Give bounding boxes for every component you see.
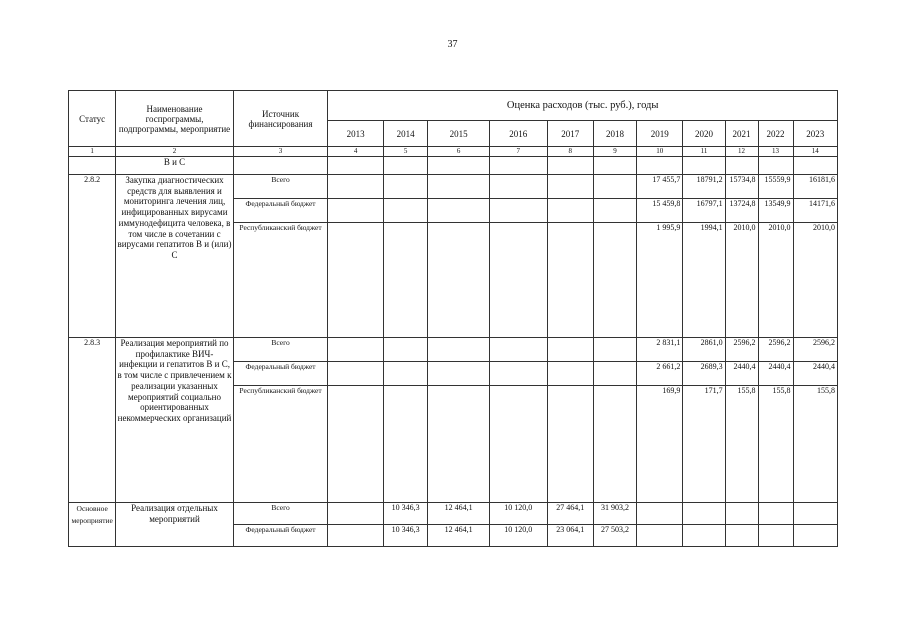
value-cell: 155,8: [725, 386, 758, 503]
value-cell: [489, 175, 547, 199]
value-cell: [383, 362, 427, 386]
value-cell: [383, 175, 427, 199]
value-cell: 171,7: [683, 386, 725, 503]
value-cell: 10 120,0: [489, 525, 547, 547]
value-cell: 2010,0: [793, 223, 838, 338]
value-cell: [793, 525, 838, 547]
value-cell: [593, 338, 636, 362]
value-cell: [489, 223, 547, 338]
value-cell: [428, 223, 490, 338]
empty-cell: [725, 157, 758, 175]
value-cell: [383, 338, 427, 362]
value-cell: 155,8: [793, 386, 838, 503]
year-header-cell: 2022: [758, 121, 793, 147]
value-cell: [758, 503, 793, 525]
budget-table: [68, 90, 838, 547]
value-cell: 155,8: [758, 386, 793, 503]
column-index-cell: 1: [69, 147, 116, 157]
column-index-cell: 5: [383, 147, 427, 157]
year-header-cell: 2016: [489, 121, 547, 147]
header-source: Источник финансирования: [233, 91, 328, 147]
value-cell: 16181,6: [793, 175, 838, 199]
value-cell: 16797,1: [683, 199, 725, 223]
value-cell: [725, 503, 758, 525]
year-header-cell: 2017: [547, 121, 593, 147]
value-cell: 17 455,7: [637, 175, 683, 199]
value-cell: [328, 362, 384, 386]
header-estimate: Оценка расходов (тыс. руб.), годы: [328, 91, 838, 121]
column-index-cell: 11: [683, 147, 725, 157]
year-header-cell: 2015: [428, 121, 490, 147]
value-cell: 2596,2: [758, 338, 793, 362]
value-cell: [328, 503, 384, 525]
funding-source: Всего: [233, 175, 328, 199]
column-index-cell: 10: [637, 147, 683, 157]
value-cell: [489, 338, 547, 362]
value-cell: 2440,4: [793, 362, 838, 386]
row-status: Основное мероприятие: [69, 503, 116, 547]
column-index-cell: 2: [116, 147, 233, 157]
year-header-cell: 2019: [637, 121, 683, 147]
value-cell: 15559,9: [758, 175, 793, 199]
value-cell: [593, 386, 636, 503]
table-row: [69, 503, 838, 525]
empty-cell: [758, 157, 793, 175]
value-cell: [683, 503, 725, 525]
column-index-row: [69, 147, 838, 157]
value-cell: [328, 525, 384, 547]
value-cell: [428, 386, 490, 503]
value-cell: 23 064,1: [547, 525, 593, 547]
table-row: [69, 338, 838, 362]
page-number: 37: [447, 39, 458, 50]
empty-cell: [547, 157, 593, 175]
value-cell: 2 831,1: [637, 338, 683, 362]
value-cell: [547, 199, 593, 223]
funding-source: Республиканский бюджет: [233, 386, 328, 503]
value-cell: 2010,0: [725, 223, 758, 338]
year-header-cell: 2013: [328, 121, 384, 147]
table-row: [69, 175, 838, 199]
row-name: Закупка диагностических средств для выявления и мониторинга лечения лиц, инфицированных вирусами иммунодефицита человека, в том числе в сочетании с вирусами гепатитов В и (или) С: [116, 175, 233, 338]
empty-cell: [428, 157, 490, 175]
value-cell: 12 464,1: [428, 503, 490, 525]
value-cell: 27 464,1: [547, 503, 593, 525]
value-cell: [593, 223, 636, 338]
row-code: 2.8.3: [69, 338, 116, 503]
value-cell: 1 995,9: [637, 223, 683, 338]
value-cell: [547, 338, 593, 362]
column-index-cell: 12: [725, 147, 758, 157]
empty-cell: [233, 157, 328, 175]
empty-cell: [69, 157, 116, 175]
value-cell: [547, 386, 593, 503]
year-header-cell: 2021: [725, 121, 758, 147]
value-cell: [593, 199, 636, 223]
value-cell: 13724,8: [725, 199, 758, 223]
value-cell: [383, 386, 427, 503]
value-cell: [428, 362, 490, 386]
column-index-cell: 9: [593, 147, 636, 157]
value-cell: [383, 199, 427, 223]
value-cell: 27 503,2: [593, 525, 636, 547]
value-cell: 13549,9: [758, 199, 793, 223]
value-cell: [383, 223, 427, 338]
column-index-cell: 4: [328, 147, 384, 157]
value-cell: [328, 199, 384, 223]
empty-cell: [637, 157, 683, 175]
value-cell: [328, 223, 384, 338]
empty-cell: [328, 157, 384, 175]
value-cell: 2440,4: [758, 362, 793, 386]
value-cell: 2010,0: [758, 223, 793, 338]
value-cell: [547, 223, 593, 338]
value-cell: 169,9: [637, 386, 683, 503]
row-name: Реализация отдельных мероприятий: [116, 503, 233, 547]
row-name: Реализация мероприятий по профилактике ВИЧ-инфекции и гепатитов В и С, в том числе с привлечением к реализации указанных мероприятий социально ориентированных некоммерческих организаций: [116, 338, 233, 503]
value-cell: 2596,2: [793, 338, 838, 362]
value-cell: [547, 362, 593, 386]
column-index-cell: 7: [489, 147, 547, 157]
value-cell: 15734,8: [725, 175, 758, 199]
value-cell: 1994,1: [683, 223, 725, 338]
column-index-cell: 8: [547, 147, 593, 157]
value-cell: 18791,2: [683, 175, 725, 199]
value-cell: [637, 503, 683, 525]
value-cell: [428, 338, 490, 362]
funding-source: Федеральный бюджет: [233, 199, 328, 223]
value-cell: [489, 199, 547, 223]
continuation-row: [69, 157, 838, 175]
funding-source: Федеральный бюджет: [233, 525, 328, 547]
funding-source: Республиканский бюджет: [233, 223, 328, 338]
value-cell: 10 120,0: [489, 503, 547, 525]
value-cell: 2440,4: [725, 362, 758, 386]
value-cell: [725, 525, 758, 547]
value-cell: [593, 362, 636, 386]
value-cell: [758, 525, 793, 547]
year-header-cell: 2018: [593, 121, 636, 147]
column-index-cell: 14: [793, 147, 838, 157]
value-cell: 2861,0: [683, 338, 725, 362]
value-cell: 15 459,8: [637, 199, 683, 223]
empty-cell: [793, 157, 838, 175]
value-cell: 2689,3: [683, 362, 725, 386]
column-index-cell: 13: [758, 147, 793, 157]
empty-cell: [593, 157, 636, 175]
header-name: Наименование госпрограммы, подпрограммы, мероприятие: [116, 91, 233, 147]
value-cell: [593, 175, 636, 199]
column-index-cell: 3: [233, 147, 328, 157]
value-cell: 12 464,1: [428, 525, 490, 547]
value-cell: 10 346,3: [383, 525, 427, 547]
value-cell: [793, 503, 838, 525]
value-cell: [428, 175, 490, 199]
value-cell: [489, 386, 547, 503]
empty-cell: [383, 157, 427, 175]
value-cell: [683, 525, 725, 547]
funding-source: Всего: [233, 338, 328, 362]
value-cell: [428, 199, 490, 223]
year-header-cell: 2020: [683, 121, 725, 147]
value-cell: 2596,2: [725, 338, 758, 362]
value-cell: 31 903,2: [593, 503, 636, 525]
value-cell: [328, 386, 384, 503]
header-status: Статус: [69, 91, 116, 147]
value-cell: [328, 338, 384, 362]
funding-source: Федеральный бюджет: [233, 362, 328, 386]
row-code: 2.8.2: [69, 175, 116, 338]
year-header-cell: 2014: [383, 121, 427, 147]
value-cell: 10 346,3: [383, 503, 427, 525]
column-index-cell: 6: [428, 147, 490, 157]
year-header-cell: 2023: [793, 121, 838, 147]
value-cell: 14171,6: [793, 199, 838, 223]
value-cell: [547, 175, 593, 199]
value-cell: [637, 525, 683, 547]
value-cell: [328, 175, 384, 199]
empty-cell: [489, 157, 547, 175]
continuation-text: В и С: [116, 157, 233, 175]
empty-cell: [683, 157, 725, 175]
funding-source: Всего: [233, 503, 328, 525]
value-cell: 2 661,2: [637, 362, 683, 386]
value-cell: [489, 362, 547, 386]
